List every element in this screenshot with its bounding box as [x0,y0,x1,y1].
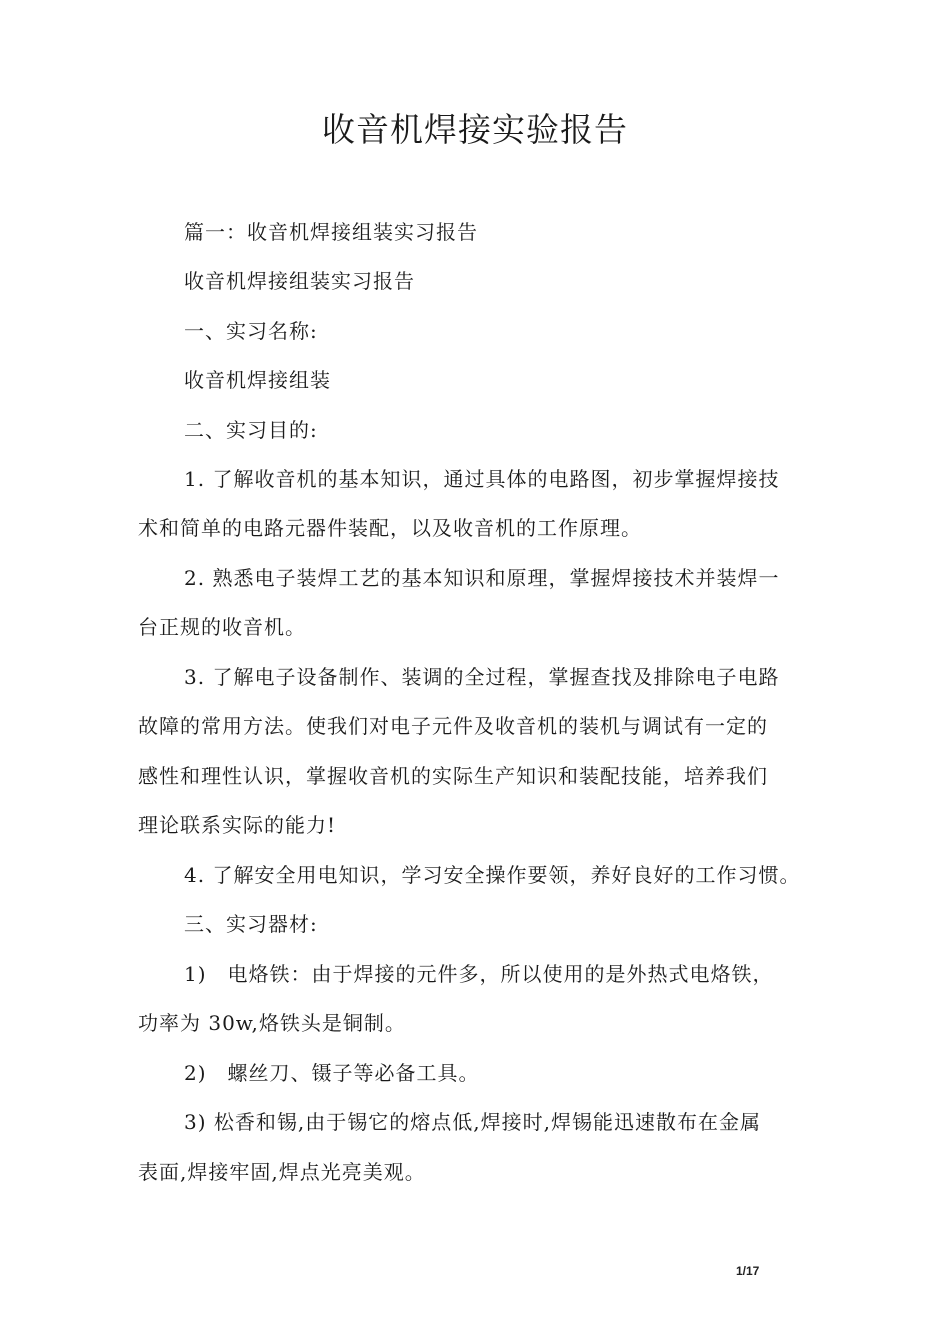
text-line: 感性和理性认识，掌握收音机的实际生产知识和装配技能，培养我们 [138,764,768,788]
text-line: 收音机焊接组装实习报告 [184,269,415,293]
text-line: 2. 熟悉电子装焊工艺的基本知识和原理，掌握焊接技术并装焊一 [184,566,780,590]
text-line: 篇一：收音机焊接组装实习报告 [184,220,478,244]
text-line: 三、实习器材: [184,912,318,936]
text-line: 表面,焊接牢固,焊点光亮美观。 [138,1160,426,1184]
document-title: 收音机焊接实验报告 [322,110,628,149]
text-line: 二、实习目的: [184,418,318,442]
text-line: 台正规的收音机。 [138,615,306,639]
text-line: 1) 电烙铁：由于焊接的元件多，所以使用的是外热式电烙铁， [184,962,774,986]
text-line: 一、实习名称: [184,319,318,343]
text-line: 理论联系实际的能力! [138,813,337,837]
text-line: 3. 了解电子设备制作、装调的全过程，掌握查找及排除电子电路 [184,665,780,689]
text-line: 功率为 30w,烙铁头是铜制。 [138,1011,406,1035]
text-line: 术和简单的电路元器件装配，以及收音机的工作原理。 [138,516,642,540]
text-line: 1. 了解收音机的基本知识，通过具体的电路图，初步掌握焊接技 [184,467,780,491]
page-number: 1/17 [736,1264,760,1278]
text-line: 收音机焊接组装 [184,368,331,392]
text-line: 2) 螺丝刀、镊子等必备工具。 [184,1061,480,1085]
text-line: 故障的常用方法。使我们对电子元件及收音机的装机与调试有一定的 [138,714,768,738]
text-line: 4. 了解安全用电知识，学习安全操作要领，养好良好的工作习惯。 [184,863,801,887]
text-line: 3) 松香和锡,由于锡它的熔点低,焊接时,焊锡能迅速散布在金属 [184,1110,761,1134]
